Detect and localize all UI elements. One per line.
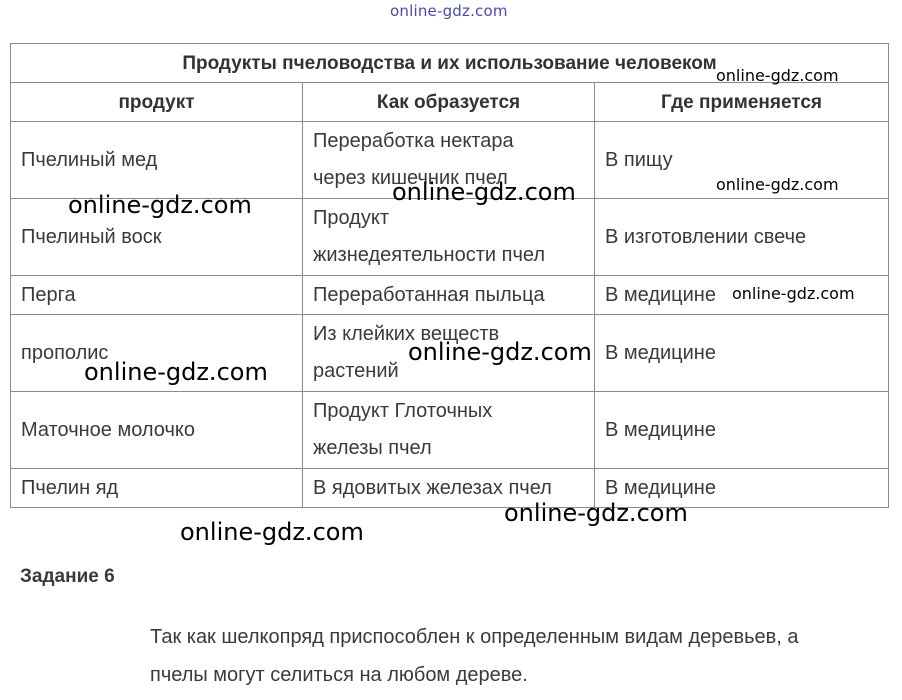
cell-where: В медицине [595,469,889,508]
table-row [11,392,889,469]
header-where: Где применяется [595,83,889,122]
cell-where: В пищу [595,122,889,199]
watermark: online-gdz.com [68,191,252,219]
watermark: online-gdz.com [180,518,364,546]
cell-where: В медицине [595,392,889,469]
header-how: Как образуется [303,83,595,122]
task-answer: Так как шелкопряд приспособлен к определенным видам деревьев, а пчелы могут селиться на любом дереве. [150,626,799,686]
cell-how: В ядовитых железах пчел [303,469,595,508]
cell-how: Продукт жизнедеятельности пчел [303,199,595,276]
cell-product: Маточное молочко [11,392,303,469]
cell-where: В медицине [595,276,889,315]
watermark: online-gdz.com [84,358,268,386]
cell-where: В изготовлении свече [595,199,889,276]
cell-where: В медицине [595,315,889,392]
cell-product: прополис [11,315,303,392]
task-title: Задание 6 [20,566,115,587]
bee-products-table [10,43,889,508]
cell-product: Пчелиный воск [11,199,303,276]
table-title: Продукты пчеловодства и их использование человеком [11,44,889,83]
top-watermark: online-gdz.com [390,2,508,20]
watermark: online-gdz.com [716,175,839,194]
header-product: продукт [11,83,303,122]
cell-how: Переработка нектара через кишечник пчел [303,122,595,199]
cell-product: Перга [11,276,303,315]
table-row [11,469,889,508]
watermark: online-gdz.com [732,284,855,303]
cell-how: Из клейких веществ растений [303,315,595,392]
cell-how: Переработанная пыльца [303,276,595,315]
watermark: online-gdz.com [504,499,688,527]
cell-product: Пчелиный мед [11,122,303,199]
cell-how: Продукт Глоточных железы пчел [303,392,595,469]
watermark: online-gdz.com [392,178,576,206]
watermark: online-gdz.com [408,338,592,366]
watermark: online-gdz.com [716,66,839,85]
cell-product: Пчелин яд [11,469,303,508]
